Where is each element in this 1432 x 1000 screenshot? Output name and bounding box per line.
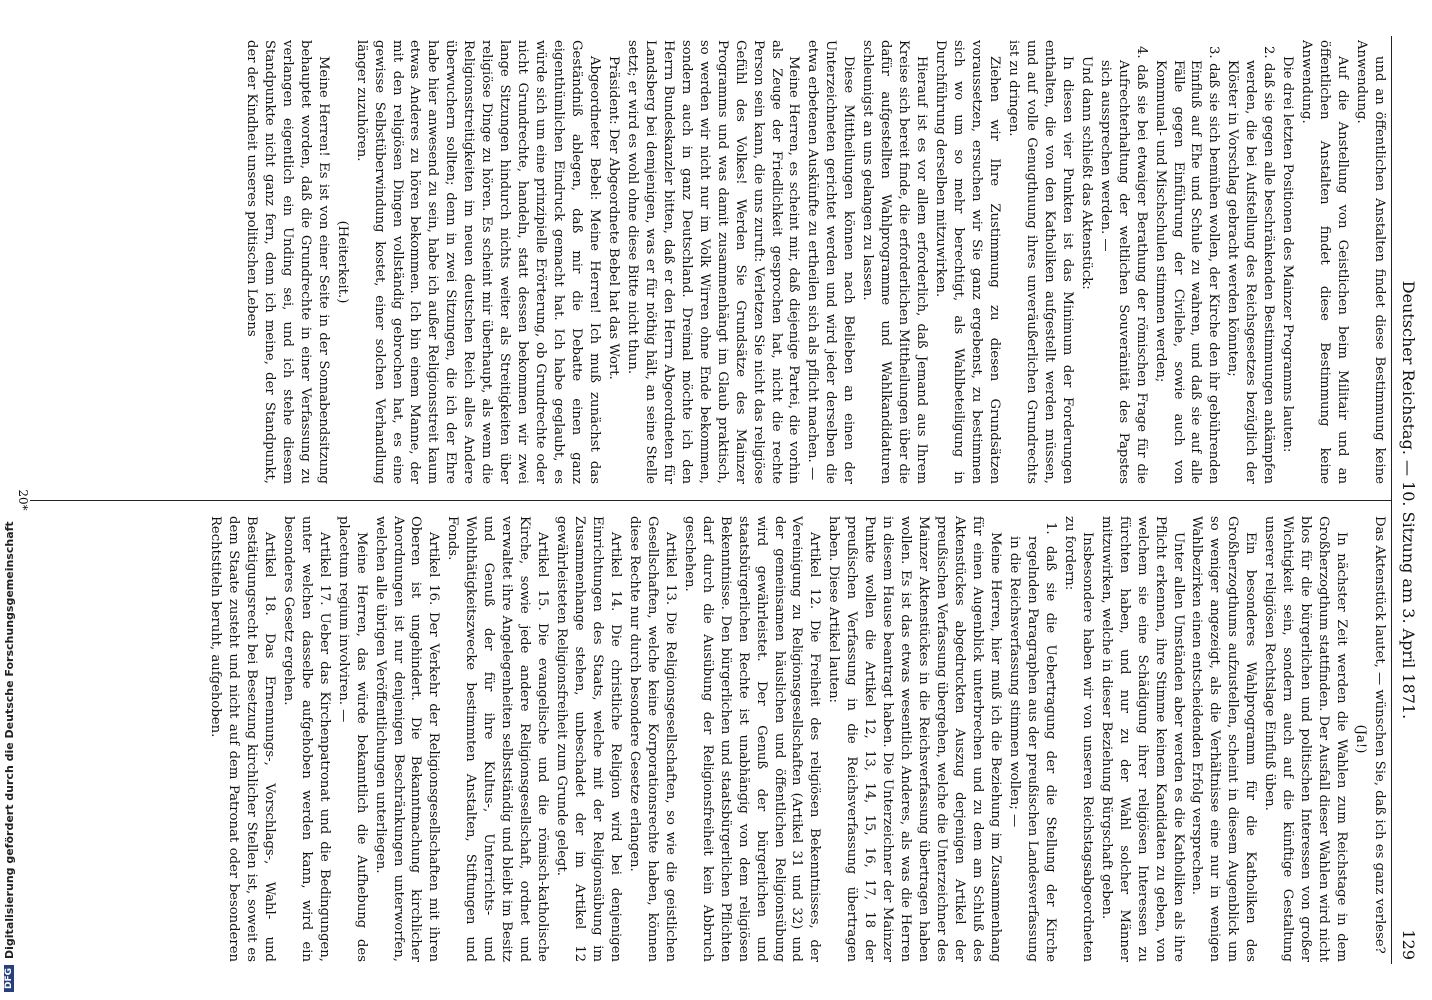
paragraph: In nächster Zeit werden die Wahlen zum Reichstage in dem Großherzogthum stattfinden. Der Ausfall dieser Wahlen wird nicht blos für die bürgerlichen und politischen Interessen von großer Wichtigkeit sein, sondern auch auf die künftige Gestaltung unserer religiösen Rechtslage Einfluß üben. bbox=[1262, 516, 1350, 962]
paragraph: und an öffentlichen Anstalten findet diese Bestimmung keine Anwendung. bbox=[1354, 40, 1387, 484]
credit-text: Digitalisierung gefördert durch die Deutsche Forschungsgemeinschaft bbox=[2, 521, 16, 959]
paragraph: Diese Mittheilungen können nach Belieben an einen der Unterzeichneten gerichtet werden und wird jeder derselben die etwa erbetenen Auskünfte zu ertheilen sich als pflicht machen. — bbox=[805, 40, 857, 484]
paragraph: Präsident: Der Abgeordnete Bebel hat das Wort. bbox=[605, 56, 621, 380]
paragraph: Abgeordneter Bebel: Meine Herren! Ich muß zunächst das Geständniß ablegen, daß mir die Debatte einen ganz eigenthümlichen Eindruck gemacht hat. Ich habe geglaubt, es würde sich um eine prinzipielle Erörterung, ob Grundrechte oder nicht Grundrechte, handeln, statt dessen bekommen wir zwei lange Sitzungen hindurch nichts weiter als Streitigkeiten über religiöse Dinge zu hören. Es scheint mir überhaupt, als wenn die Religionsstreitigkeiten im neuen deutschen Reich alles Andere überwuchern sollten; denn in zwei Sitzungen, die ich der Ehre habe hier anwesend zu sein, habe ich außer Religionsstreit kaum etwas Anderes zu hören bekommen. Ich bin einem Manne, der mit den religiösen Dingen vollständig gebrochen hat, es eine gewisse Selbstüberwindung kostet, einer solchen Verhandlung länger zuzuhören. bbox=[353, 40, 603, 484]
paragraph: Hierauf ist es vor allem erforderlich, daß Jemand aus Ihrem Kreise sich bereit finde, die erforderlichen Mittheilungen über die dafür aufgestellten Wahlprogramme und Wahlkandidaturen schleunigst an uns gelangen zu lassen. bbox=[860, 40, 930, 484]
paragraph: 2. daß sie gegen alle beschränkenden Bestimmungen ankämpfen werden, die bei Aufstellung des Reichsgesetzes bezüglich der Klöster in Vorschlag gebracht werden könnten; bbox=[1225, 46, 1277, 484]
paragraph: Artikel 14. Die christliche Religion wird bei denjenigen Einrichtungen des Staats, welche mit der Religionsübung im Zusammenhange stehen, unbeschadet der im Artikel 12 gewährleisteten Religionsfreiheit zum Grunde gelegt. bbox=[554, 516, 623, 962]
paragraph: Meine Herren, hier muß ich die Beziehung im Zusammenhang für einen Augenblick unterbrechen und zu dem am Schluß des Aktenstückes abgedruckten Auszug derjenigen Artikel der preußischen Verfassung übergehen, welche die Unterzeichner des Mainzer Aktenstückes in die Reichsverfassung übertragen haben wollen. Es ist das etwas wesentlich Anderes, als was die Herren in diesem Hause beantragt haben. Die Unterzeichner der Mainzer Punkte wollen die Artikel 12, 13, 14, 15, 16, 17, 18 der preußischen Verfassung in die Reichsverfassung übertragen haben. Diese Artikel lauten: bbox=[826, 516, 1003, 962]
paragraph: Insbesondere haben wir von unseren Reichstagsabgeordneten zu fordern: bbox=[1061, 516, 1095, 962]
paragraph: In diesen vier Punkten ist das Minimum der Forderungen enthalten, die von den Katholiken aufgestellt werden müssen, und auf volle Genugthuung ihres unveräußerlichen Grundrechts ist zu dringen. bbox=[1005, 40, 1075, 484]
paragraph: Ein besonderes Wahlprogramm für die Katholiken des Großherzogthums aufzustellen, scheint in diesem Augenblick um so weniger angezeigt, als die Verhältnisse eine nur in wenigen Wahlbezirken einen entscheidenden Erfolg versprechen. bbox=[1189, 516, 1259, 962]
page-number: 129 bbox=[1399, 929, 1418, 960]
paragraph: Meine Herren, das würde bekanntlich die Aufhebung des placetum regium involviren. — bbox=[335, 516, 369, 962]
right-column bbox=[32, 516, 1388, 962]
paragraph: Artikel 12. Die Freiheit des religiösen Bekenntnisses, der Vereinigung zu Religionsgesellschaften (Artikel 31 und 32) und der gemeinsamen häuslichen und öffentlichen Religionsübung wird gewährleistet. Der Genuß der bürgerlichen und staatsbürgerlichen Rechte ist unabhängig von dem religiösen Bekenntnisse. Den bürgerlichen und staatsbürgerlichen Pflichten darf durch die Ausübung der Religionsfreiheit kein Abbruch geschehen. bbox=[681, 516, 823, 962]
paragraph: (Heiterkeit.) bbox=[334, 220, 350, 304]
dfg-logo: DFG bbox=[4, 965, 14, 992]
paragraph: (Ja!) bbox=[1353, 724, 1369, 754]
paragraph: Auf die Anstellung von Geistlichen beim Militair und an öffentlichen Anstalten findet diese Bestimmung keine Anwendung. bbox=[1299, 40, 1351, 484]
paragraph: Meine Herren, es scheint mir, daß diejenige Partei, die vorhin als Zeuge der Friedlichkeit gesprochen hat, nicht die rechte Person sein kann, die uns zuruft: Verletzen Sie nicht das religiöse Gefühl des Volkes! Werden Sie Grundsätze des Mainzer Programms und was damit zusammenhängt im Glaub praktisch, so werden wir nicht nur im Volk Wirren ohne Ende bekommen, sondern auch in ganz Deutschland. Dreimal möchte ich den Herrn Bundeskanzler bitten, daß er den Herrn Abgeordneten für Landsberg bei demjenigen, was er für nöthig hält, an seine Stelle setzt; er wird es wohl ohne diese Bitte nicht thun. bbox=[624, 40, 802, 484]
paragraph: Artikel 13. Die Religionsgesellschaften, so wie die geistlichen Gesellschaften, welche keine Korporationsrechte haben, können diese Rechte nur durch besondere Gesetze erlangen. bbox=[626, 516, 678, 962]
paragraph: Artikel 18. Das Ernennungs-, Vorschlags-, Wahl- und Bestätigungsrecht bei Besetzung kirchlicher Stellen ist, soweit es dem Staate zusteht und nicht auf dem Patronat oder besonderen Rechtstiteln beruht, aufgehoben. bbox=[208, 516, 277, 962]
signature-mark: 20* bbox=[16, 489, 30, 511]
column-divider bbox=[30, 500, 1392, 501]
paragraph: Das Aktenstück lautet, — wünschen Sie, daß ich es ganz verlese? bbox=[1372, 516, 1387, 954]
page-header bbox=[1396, 40, 1418, 960]
paragraph: 4. daß sie bei etwaiger Berathung der römischen Frage für die Aufrechterhaltung der weltlichen Souveränität des Papstes sich aussprechen werden. — bbox=[1097, 46, 1149, 484]
paragraph: Unter allen Umständen aber werden es die Katholiken als ihre Pflicht erkennen, ihre Stimme keinem Kandidaten zu geben, von welchem sie eine Schädigung ihrer religiösen Interessen zu fürchten haben, und nur zu der Wahl solcher Männer mitzuwirken, welche in dieser Beziehung Bürgschaft geben. bbox=[1098, 516, 1186, 962]
paragraph: Ziehen wir Ihre Zustimmung zu diesen Grundsätzen voraussetzen, ersuchen wir Sie ganz ergebenst, zu bestimmen sich wo um so mehr berechtigt, als Wahlbeteiligung in Durchführung derselben mitzuwirken. bbox=[933, 40, 1002, 484]
paragraph: Artikel 17. Ueber das Kirchenpatronat und die Bedingungen, unter welchen dasselbe aufgehoben werden kann, wird ein besonderes Gesetz ergehen. bbox=[280, 516, 332, 962]
left-column bbox=[32, 40, 1388, 484]
paragraph: Artikel 15. Die evangelische und die römisch-katholische Kirche, sowie jede andere Religionsgesellschaft, ordnet und verwaltet ihre Angelegenheiten selbstständig und bleibt im Besitz und Genuß der für ihre Kultus-, Unterrichts- und Wohlthätigkeitszwecke bestimmten Anstalten, Stiftungen und Fonds. bbox=[445, 516, 551, 962]
paragraph: Artikel 16. Der Verkehr der Religionsgesellschaften mit ihren Oberen ist ungehindert. Die Bekanntmachung kirchlicher Anordnungen ist nur denjenigen Beschränkungen unterworfen, welchen alle übrigen Veröffentlichungen unterliegen. bbox=[372, 516, 442, 962]
paragraph: Meine Herren! Es ist von einer Seite in der Sonnabendsitzung behauptet worden, daß die Grundrechte in einer Verfassung zu verlangen eigentlich ein Unding sei, und ich stehe diesem Standpunkte nicht ganz fern, denn ich meine, der Standpunkt, der der Kindheit unseres politischen Lebens bbox=[243, 40, 331, 484]
page-title: Deutscher Reichstag. — 10. Sitzung am 3. April 1871. bbox=[1399, 280, 1418, 720]
paragraph: Die drei letzten Positionen des Mainzer Programms lauten: bbox=[1280, 56, 1296, 453]
paragraph: 3. daß sie sich bemühen wollen, der Kirche den ihr gebührenden Einfluß auf Ehe und Schule zu wahren, und daß sie auf alle Fälle gegen Einführung der Civilehe, sowie auch von Kommunal- und Mischschulen stimmen werden; bbox=[1152, 46, 1222, 484]
paragraph: 1. daß sie die Uebertragung der die Stellung der Kirche regelnden Paragraphen aus der preußischen Landesverfassung in die Reichsverfassung stimmen wollen; — bbox=[1006, 522, 1058, 962]
digitization-credit bbox=[1, 0, 17, 1000]
paragraph: Und dann schließt das Aktenstück: bbox=[1078, 56, 1094, 290]
